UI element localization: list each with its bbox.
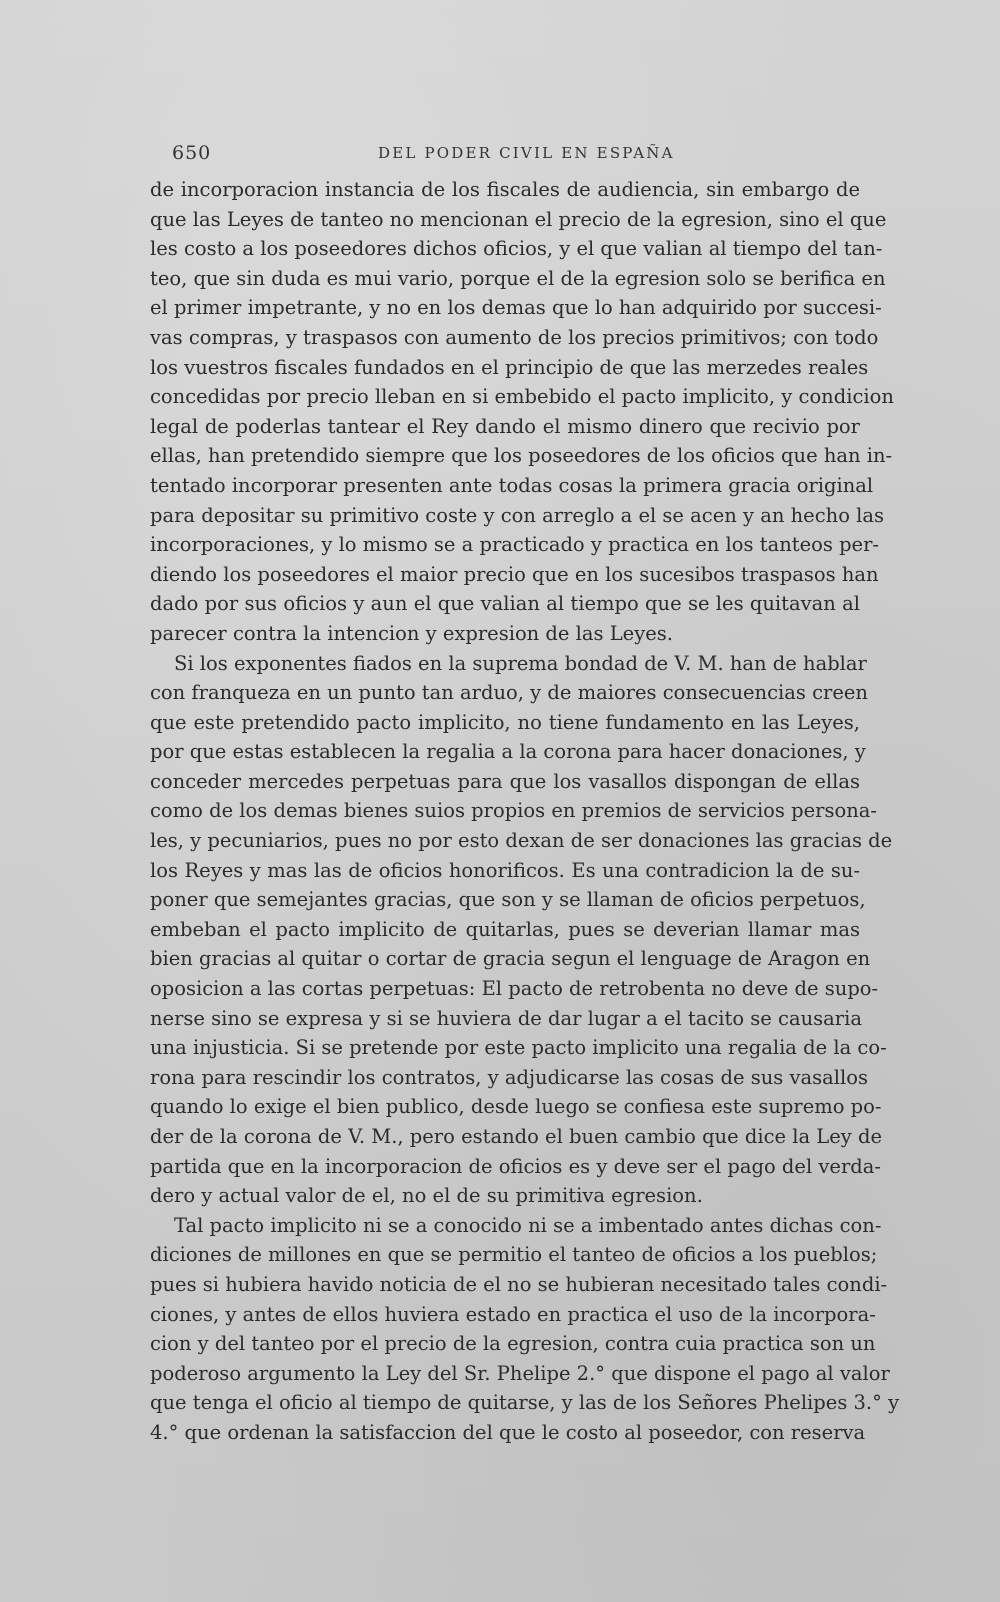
text-line: que las Leyes de tanteo no mencionan el precio de la egresion, sino el que — [150, 207, 887, 231]
page-header — [172, 142, 852, 166]
text-line: tentado incorporar presenten ante todas cosas la primera gracia original — [150, 473, 874, 497]
text-line: como de los demas bienes suios propios en premios de servicios persona- — [150, 799, 877, 823]
text-line: ellas, han pretendido siempre que los poseedores de los oficios que han in- — [150, 444, 893, 468]
text-line: ciones, y antes de ellos huviera estado en practica el uso de la incorpora- — [150, 1302, 876, 1326]
text-line: por que estas establecen la regalia a la corona para hacer donaciones, y — [150, 740, 866, 764]
body-text — [150, 175, 900, 1448]
text-line: cion y del tanteo por el precio de la egresion, contra cuia practica son un — [150, 1332, 876, 1356]
text-line: incorporaciones, y lo mismo se a practicado y practica en los tanteos per- — [150, 533, 880, 557]
text-line: concedidas por precio lleban en si embebido el pacto implicito, y condicion — [150, 385, 894, 409]
text-line: pues si hubiera havido noticia de el no se hubieran necesitado tales condi- — [150, 1272, 888, 1296]
text-line: con franqueza en un punto tan arduo, y de maiores consecuencias creen — [150, 681, 868, 705]
text-line: bien gracias al quitar o cortar de gracia segun el lenguage de Aragon en — [150, 947, 871, 971]
text-line: dero y actual valor de el, no el de su primitiva egresion. — [150, 1184, 703, 1208]
text-line: quando lo exige el bien publico, desde luego se confiesa este supremo po- — [150, 1095, 882, 1119]
text-line: vas compras, y traspasos con aumento de los precios primitivos; con todo — [150, 325, 879, 349]
text-line: los vuestros fiscales fundados en el principio de que las merzedes reales — [150, 355, 869, 379]
text-line: el primer impetrante, y no en los demas que lo han adquirido por succesi- — [150, 296, 882, 320]
text-line: que tenga el oficio al tiempo de quitarse, y las de los Señores Phelipes 3.° y — [150, 1391, 900, 1415]
text-line: conceder mercedes perpetuas para que los vasallos dispongan de ellas — [150, 769, 860, 793]
running-head: DEL PODER CIVIL EN ESPAÑA — [378, 144, 675, 162]
text-line: Tal pacto implicito ni se a conocido ni se a imbentado antes dichas con- — [174, 1213, 882, 1237]
text-line: les, y pecuniarios, pues no por esto dexan de ser donaciones las gracias de — [150, 829, 893, 853]
text-line: les costo a los poseedores dichos oficios, y el que valian al tiempo del tan- — [150, 237, 883, 261]
text-line: rona para rescindir los contratos, y adjudicarse las cosas de sus vasallos — [150, 1065, 869, 1089]
text-line: Si los exponentes fiados en la suprema bondad de V. M. han de hablar — [174, 651, 867, 675]
text-line: dado por sus oficios y aun el que valian al tiempo que se les quitavan al — [150, 592, 860, 616]
text-line: de incorporacion instancia de los fiscales de audiencia, sin embargo de — [150, 178, 860, 201]
text-line: diendo los poseedores el maior precio que en los sucesibos traspasos han — [150, 562, 879, 586]
text-line: oposicion a las cortas perpetuas: El pacto de retrobenta no deve de supo- — [150, 977, 879, 1001]
text-line: legal de poderlas tantear el Rey dando el mismo dinero que recivio por — [150, 414, 860, 438]
text-line: parecer contra la intencion y expresion de las Leyes. — [150, 621, 673, 645]
text-line: poderoso argumento la Ley del Sr. Phelipe 2.° que dispone el pago al valor — [150, 1361, 890, 1385]
text-line: poner que semejantes gracias, que son y se llaman de oficios perpetuos, — [150, 888, 866, 912]
text-line: nerse sino se expresa y si se huviera de dar lugar a el tacito se causaria — [150, 1006, 862, 1030]
text-line: embeban el pacto implicito de quitarlas, pues se deverian llamar mas — [150, 917, 860, 941]
text-line: para depositar su primitivo coste y con arreglo a el se acen y an hecho las — [150, 503, 885, 527]
page-number: 650 — [172, 142, 212, 164]
text-line: der de la corona de V. M., pero estando el buen cambio que dice la Ley de — [150, 1125, 883, 1148]
text-line: 4.° que ordenan la satisfaccion del que le costo al poseedor, con reserva — [150, 1420, 866, 1444]
text-line: que este pretendido pacto implicito, no tiene fundamento en las Leyes, — [150, 710, 860, 734]
text-line: diciones de millones en que se permitio el tanteo de oficios a los pueblos; — [150, 1243, 878, 1267]
text-line: una injusticia. Si se pretende por este pacto implicito una regalia de la co- — [150, 1036, 887, 1060]
text-line: los Reyes y mas las de oficios honorificos. Es una contradicion la de su- — [150, 858, 860, 882]
text-line: partida que en la incorporacion de oficios es y deve ser el pago del verda- — [150, 1154, 881, 1178]
text-line: teo, que sin duda es mui vario, porque el de la egresion solo se berifica en — [150, 266, 886, 290]
